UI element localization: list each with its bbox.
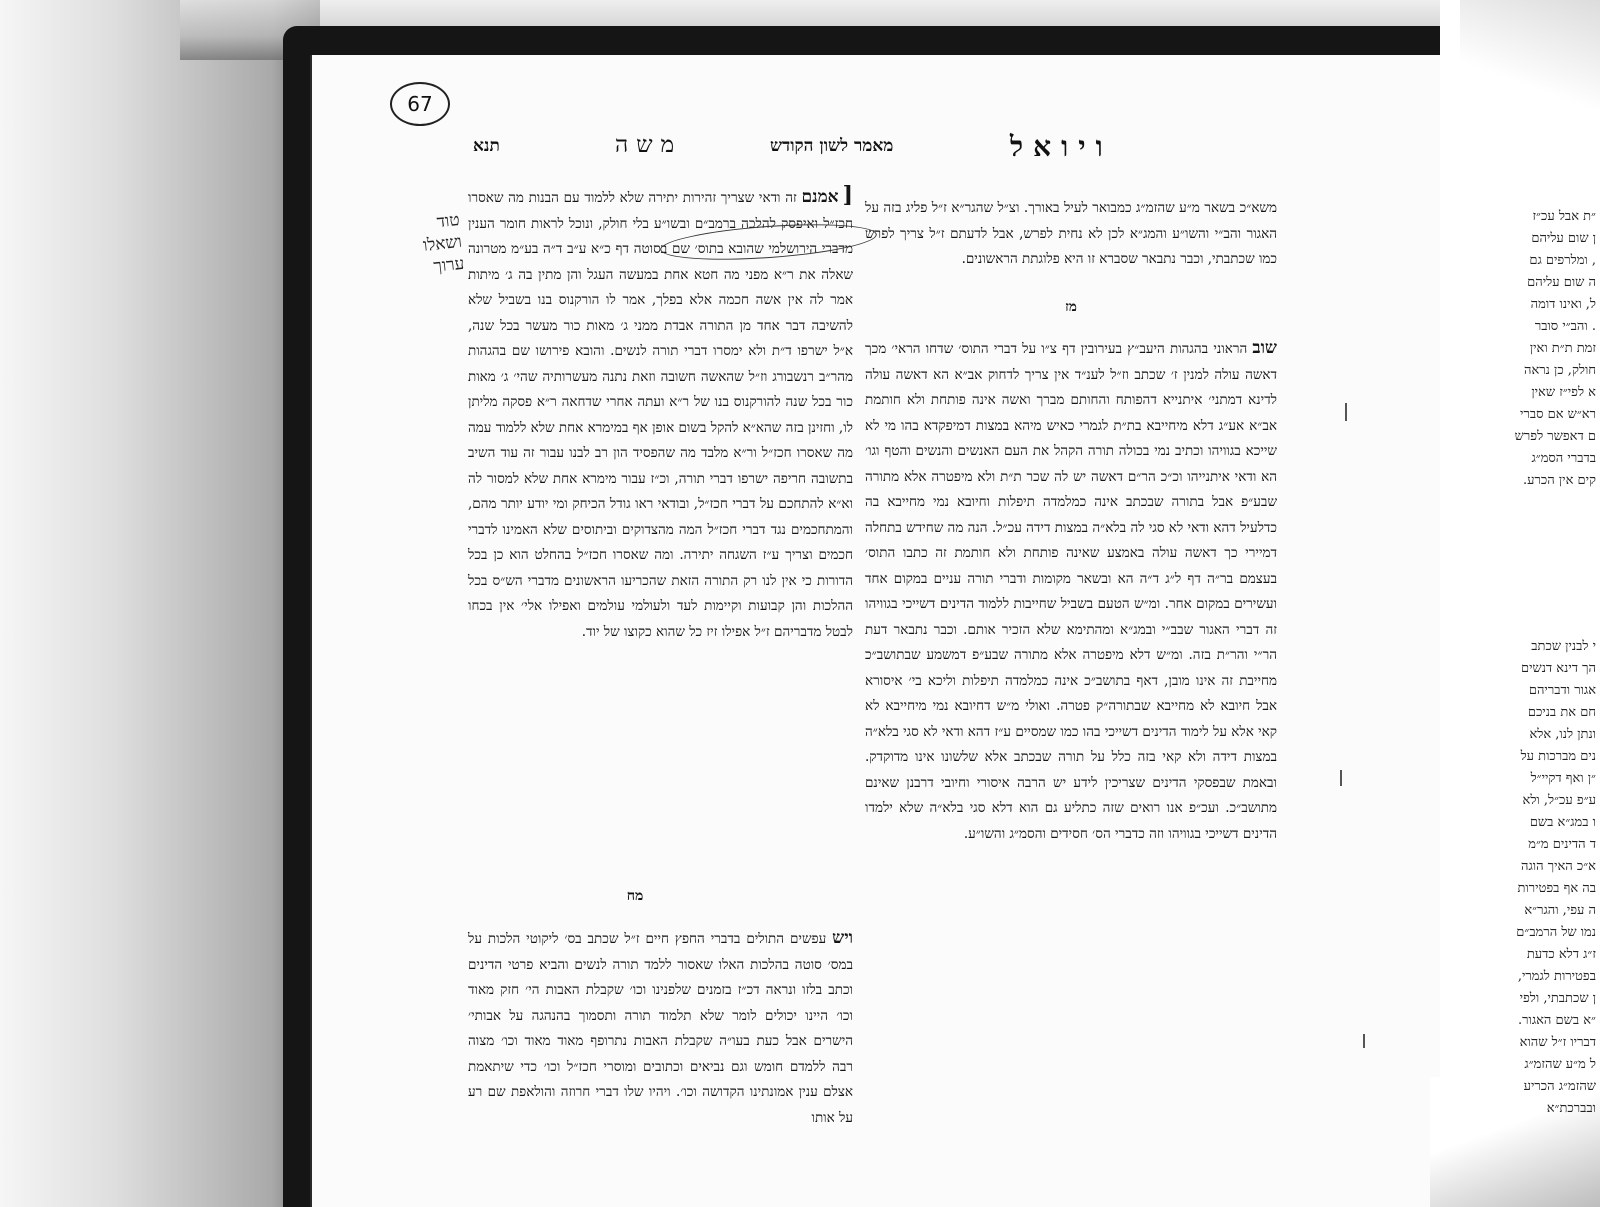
handwritten-margin-note: טוד ושאלו ערוך bbox=[422, 210, 466, 277]
adjacent-page-line: ן שום עליהם bbox=[1531, 231, 1596, 246]
adjacent-page-line: ז״ג דלא כדעת bbox=[1526, 947, 1596, 962]
lead-word: שוב bbox=[1252, 338, 1277, 358]
adjacent-page-line: נים מברכות על bbox=[1520, 749, 1596, 764]
adjacent-page-line: בפטירות לגמרי, bbox=[1517, 969, 1596, 984]
adjacent-page-line: חולק, כן נראה bbox=[1523, 363, 1596, 378]
handwritten-page-number: 67 bbox=[390, 82, 450, 126]
pencil-mark bbox=[1363, 1034, 1365, 1048]
running-header-subtitle: מאמר לשון הקודש bbox=[770, 136, 894, 156]
adjacent-page-line: בדברי הסמ״ג bbox=[1531, 451, 1596, 466]
paragraph bbox=[865, 336, 1277, 847]
adjacent-page-line: ה שום עליהם bbox=[1527, 275, 1596, 290]
adjacent-page-line: דבריו ז״ל שהוא bbox=[1519, 1035, 1596, 1050]
left-text-column-lower bbox=[468, 926, 853, 1131]
adjacent-page-line: ״ת אבל עכ״ז bbox=[1532, 209, 1596, 224]
adjacent-page-line: ן שכתבתי, ולפי bbox=[1519, 991, 1596, 1006]
adjacent-page-line: ל, ואינו דומה bbox=[1530, 297, 1596, 312]
paragraph-body: הראוני בהגהות היעב״ץ בעירובין דף צ״ו על דברי התוס׳ שדחו הראי׳ מכך דאשה עולה למנין ז׳ שכתב וז״ל לענ״ד אין צריך לדחוק אב״א הא דאשה עולה לדינא דמתני׳ איתנייא דהפותח והחותם מברך ואשה אינה פותחת ולא חותמת אב״א אע״ג דלא מיחייבא בת״ת לגמרי כאיש מיהא במצות דמיפקדא בהו מי לא שייכא בגוויהו וכתיב נמי בכולה תורה הקהל את העם האנשים והנשים והטף וגו׳ הא ודאי איתנייהו וכ״כ הר״ם דאשה יש לה שכר ת״ת ולא מיפטרה אלא מתורה שבע״פ אבל בתורה שבכתב אינה כמלמדה תיפלות וחיובא נמי מחייבא בה כדלעיל דהא ודאי לא סגי לה בלא״ה במצות דידה עכ״ל. הנה מה שחידש בתחלה דמיירי כך דאשה עולה באמצע שאינה פותחת ולא חותמת זה כתבו התוס׳ בעצמם בר״ה דף ל״ג ד״ה הא ובשאר מקומות ודברי תורה עניים במקום אחד ועשירים במקום אחר. ומ״ש הטעם בשביל שחייבות ללמוד הדינים דשייכי בגוויהו זה דברי האגור שבב״י ובמג״א ומהתימא שלא הזכיר אותם. וכבר נתבאר דעת הר״י והר״ת בזה. ומ״ש דלא מיפטרה אלא מתורה שבע״פ דמשמע שבתושב״כ מחייבת זה אינו מובן, דאף בתושב״כ אינה כמלמדה תיפלות וליכא בי׳ איסורא אבל חיובא לא מחייבא שבתורה״ק פטרה. ואולי מ״ש דחיובא נמי מיחייבא לא קאי אלא על לימוד הדינים דשייכי בהו כמו שמסיים ע״ז דהא ודאי לא סגי בלא״ה במצות דידה ולא קאי בזה כלל על תורה שבכתב אלא שלשונו אינו מדוקדק. ובאמת שבפסקי הדינים שצריכין לידע יש הרבה איסורי וחיובי דרבנן שאינם מתושב״כ. ועכ״פ אנו רואים שזה כתליע גם הוא דלא סגי בלא״ה שלא ילמדו הדינים דשייכי בגוויהו וזה כדברי הס׳ חסידים והסמ״ג והשו״ע. bbox=[865, 341, 1277, 842]
adjacent-page-line: ״א בשם האגור. bbox=[1518, 1013, 1596, 1028]
adjacent-page-line: שהזמ״ג הכריע bbox=[1523, 1079, 1596, 1094]
lead-word: ויש bbox=[832, 928, 853, 948]
adjacent-page-line: י לבנין שכתב bbox=[1531, 639, 1596, 654]
lead-word: אמנם bbox=[801, 187, 839, 207]
adjacent-page-line: רא״ש אם סברי bbox=[1520, 407, 1596, 422]
section-number: מז bbox=[1065, 298, 1077, 315]
adjacent-page-line: אגור ודבריהם bbox=[1528, 683, 1596, 698]
adjacent-page-line: ם דאפשר לפרש bbox=[1514, 429, 1596, 444]
adjacent-page-line: ובברכת״א bbox=[1546, 1101, 1596, 1116]
adjacent-page-line: נמו של הרמב״ם bbox=[1516, 925, 1596, 940]
adjacent-page-line: חם את בניכם bbox=[1527, 705, 1596, 720]
adjacent-page-text-bottom bbox=[1466, 636, 1596, 1196]
adjacent-page-line: קים אין הכרע. bbox=[1523, 473, 1596, 488]
page-corner-top bbox=[1460, 0, 1600, 110]
adjacent-page-strip bbox=[1440, 0, 1600, 1207]
adjacent-page-line: , ומלרפים גם bbox=[1529, 253, 1596, 268]
pencil-mark bbox=[1340, 770, 1342, 786]
adjacent-page-line: ה עפי, והגר״א bbox=[1524, 903, 1596, 918]
paragraph bbox=[468, 926, 853, 1131]
adjacent-page-text-top bbox=[1466, 206, 1596, 566]
section-number: מח bbox=[626, 888, 644, 904]
adjacent-page-line: ״ן ואף דקיי״ל bbox=[1530, 771, 1596, 786]
adjacent-page-line: זמת ת״ת ואין bbox=[1529, 341, 1596, 356]
running-header-page: תנא bbox=[473, 136, 500, 156]
adjacent-page-line: ונתן לנו, אלא bbox=[1529, 727, 1596, 742]
adjacent-page-line: ל מ״ע שהזמ״ג bbox=[1524, 1057, 1596, 1072]
scan-shadow-left bbox=[0, 0, 320, 1207]
adjacent-page-line: ע״פ עכ״ל, ולא bbox=[1522, 793, 1596, 808]
adjacent-page-line: ו במג״א בשם bbox=[1529, 815, 1596, 830]
adjacent-page-line: בה אף בפטירות bbox=[1517, 881, 1596, 896]
running-header-title: ויואל bbox=[1010, 130, 1113, 163]
adjacent-page-line: הך דינא דנשים bbox=[1520, 661, 1596, 676]
paragraph-body: עפשים התולים בדברי החפץ חיים ז״ל שכתב בס׳ ליקוטי הלכות על במס׳ סוטה בהלכות האלו שאסור ללמד תורה לנשים והביא פרטי הדינים וכתב בלזו ונראה דכ״ז בזמנים שלפנינו וכו׳ שקבלת האבות הי׳ חזק מאוד וכו׳ היינו יכולים לומר שלא תלמוד תורה ותסמוך בהנהגה על אבותי׳ הישרים אבל כעת בעו״ה שקבלת האבות נתרופף מאוד מאוד וכו׳ מצוה רבה ללמדם חומש וגם נביאים וכתובים ומוסרי חכז״ל וכו׳ כדי שיתאמת אצלם ענין אמונתינו הקדושה וכו׳. ויהיו שלו דברי חרוזה והולאפת שם רע על אותו bbox=[468, 931, 853, 1126]
pencil-mark bbox=[1345, 403, 1347, 421]
adjacent-page-line: א לפי״ז שאין bbox=[1531, 385, 1596, 400]
running-header-name: משה bbox=[615, 132, 683, 158]
adjacent-page-line: ד הדינים מ״מ bbox=[1528, 837, 1596, 852]
paragraph: משא״כ בשאר מ״ע שהזמ״ג כמבואר לעיל באורך. וצ״ל שהגר״א ז״ל פליג בזה על האגור והב״י והשו״ע והמג״א לכן לא נחית לפרש, אבל לדעתם ז״ל צריך לפרש כמו שכתבתי, וכבר נתבאר שסברא זו היא פלוגתת הראשונים. bbox=[865, 200, 1277, 267]
right-text-column bbox=[865, 196, 1277, 847]
adjacent-page-line: א״כ האיך הוגה bbox=[1520, 859, 1596, 874]
adjacent-page-line: . והב״י סובר bbox=[1534, 319, 1596, 334]
paragraph-body: זה ודאי שצריך זהירות יתירה שלא ללמוד עם הבנות מה שאסרו חכז״ל ואיפסק להלכה ברמב״ם ובשו״ע בלי חולק, ונוכל לראות חומר הענין מדברי הירושלמי שהובא בתוס׳ שם בסוטה דף כ״א ע״ב ד״ה בע״מ מטרונה שאלה את ר״א מפני מה חטא אחת במעשה העגל והן מתין בה ג׳ מיתות אמר לה אין אשה חכמה אלא בפלך, אמר לו הורקנוס בנו בשביל שלא להשיבה דבר אחד מן התורה אבדת ממני ג׳ מאות כור מעשר בכל שנה, א״ל ישרפו ד״ת ולא ימסרו דברי תורה לנשים. והובא פירושו שם בהגהות מהר״ב רנשבורג וז״ל שהאשה חשובה וזאת נתנה מעשרותיה שהי׳ ג׳ מאות כור בכל שנה להורקנוס בנו של ר״א ועתה אחרי שדחאה ר״א פסקה מליתן לו, וחזינן בזה שהא״א להקל בשום אופן אף במימרא אחת שלא ללמוד עמה מה שאסרו חכז״ל ור״א מלבד מה שהפסיד הון רב לבנו עבור זה עוד השיב בתשובה חריפה ישרפו דברי תורה, וכ״ז עבור מימרא אחת שלא למסור לה וא״א להתחכם על דברי חכז״ל, ובודאי ראו גודל הכיחק ומי יודע יותר מהם, והמתחכמים נגד דברי חכז״ל המה מהצדוקים וביתוסים שלא האמינו לדברי חכמים וצריך ע״ז השגחה יתירה. ומה שאסרו חכז״ל בהחלט הוא כן בכל הדורות כי אין לנו רק התורה הזאת שהכריעו הראשונים מדברי הש״ס בכל ההלכות והן קבועות וקיימות לעד ולעולמי עולמים ואפילו אלי׳ אין בכחו לבטל מדבריהם ז״ל אפילו זיז כל שהוא כקוצו של יוד. bbox=[468, 190, 853, 640]
bracket-mark: [ bbox=[842, 182, 854, 208]
